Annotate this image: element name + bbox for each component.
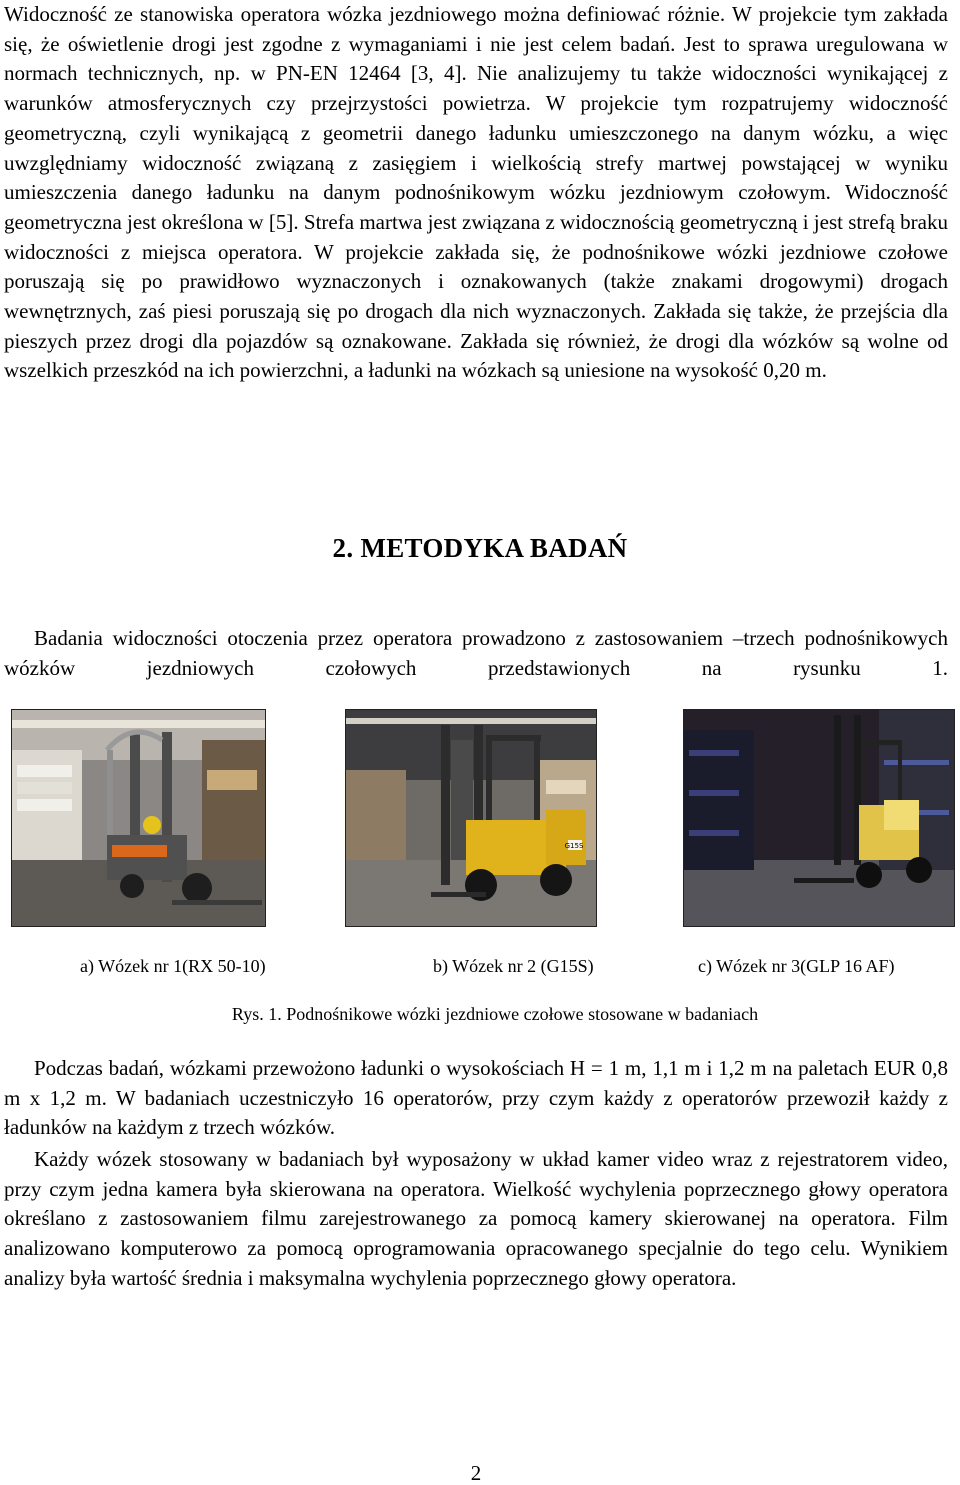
page-number: 2 bbox=[470, 1461, 482, 1485]
figure-caption-a: a) Wózek nr 1(RX 50-10) bbox=[80, 956, 266, 976]
plate-label: G15S bbox=[564, 842, 584, 850]
body-paragraph: Badania widoczności otoczenia przez operatora prowadzono z zastosowaniem –trzech podnośnikowych wózków jezdniowych czołowych przedstawionych na rysunku 1. bbox=[4, 626, 948, 680]
body-paragraph: Widoczność ze stanowiska operatora wózka jezdniowego można definiować różnie. W projekcie tym zakłada się, że oświetlenie drogi jest zgodne z wymaganiami i nie jest celem badań. Jest to sprawa uregulowana w normach technicznych, np. w PN-EN 12464 [3, 4]. Nie analizujemy tu także widoczności wynikającej z warunków atmosferycznych czy przejrzystości powietrza. W projekcie tym rozpatrujemy widoczność geometryczną, czyli wynikającą z geometrii danego ładunku umieszczonego na danym wózku, a więc uwzględniamy widoczność związaną z zasięgiem i wielkością strefy martwej powstającej w wyniku umieszczenia danego ładunku na danym podnośnikowym wózku jezdniowym czołowym. Widoczność geometryczna jest określona w [5]. Strefa martwa jest związana z widocznością geometryczną i jest strefą braku widoczności z miejsca operatora. W projekcie zakłada się, że podnośnikowe wózki jezdniowe czołowe poruszają się po prawidłowo wyznaczonych i oznakowanych (także znakami drogowymi) drogach wewnętrznych, zaś piesi poruszają się po drogach dla nich wyznaczonych. Zakłada się także, że przejścia dla pieszych przez drogi dla pojazdów są oznakowane. Zakłada się również, że drogi dla wózków są wolne od wszelkich przeszkód na ich powierzchni, a ładunki na wózkach są uniesione na wysokość 0,20 m. bbox=[4, 2, 948, 383]
forklift-photo-c bbox=[683, 709, 955, 927]
forklift-photo-b bbox=[345, 709, 597, 927]
body-paragraph: Każdy wózek stosowany w badaniach był wyposażony w układ kamer video wraz z rejestratorem video, przy czym jedna kamera była skierowana na operatora. Wielkość wychylenia poprzecznego głowy operatora określano z zastosowaniem filmu zarejestrowanego za pomocą kamery skierowanej na operatora. Film analizowano komputerowo za pomocą oprogramowania opracowanego specjalnie do tego celu. Wynikiem analizy była wartość średnia i maksymalna wychylenia poprzecznego głowy operatora. bbox=[4, 1147, 948, 1290]
forklift-photo-a bbox=[11, 709, 266, 927]
figure-caption-c: c) Wózek nr 3(GLP 16 AF) bbox=[698, 956, 895, 976]
section-heading: 2. METODYKA BADAŃ bbox=[332, 533, 628, 563]
figure-caption-b: b) Wózek nr 2 (G15S) bbox=[433, 956, 594, 976]
body-paragraph: Podczas badań, wózkami przewożono ładunki o wysokościach H = 1 m, 1,1 m i 1,2 m na paletach EUR 0,8 m x 1,2 m. W badaniach uczestniczyło 16 operatorów, przy czym każdy z operatorów przewoził każdy z ładunków na każdym z trzech wózków. bbox=[4, 1056, 948, 1140]
figure-title: Rys. 1. Podnośnikowe wózki jezdniowe czołowe stosowane w badaniach bbox=[231, 1004, 759, 1024]
